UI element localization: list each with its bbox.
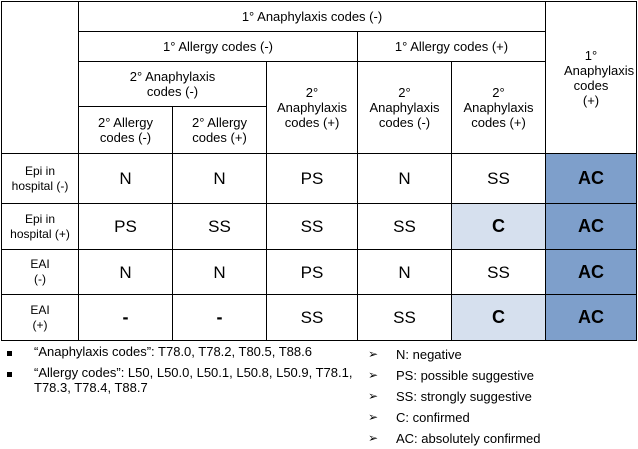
arrow-bullet-icon: ➢ [368,389,379,403]
table-cell: SS [173,204,267,250]
header-primary-allergy-neg: 1° Allergy codes (-) [79,32,358,62]
header-primary-anaphylaxis-pos: 1° Anaphylaxis codes (+) [546,2,637,154]
header-secondary-anaphylaxis-pos: 2° Anaphylaxis codes (+) [452,62,546,154]
table-cell: N [173,154,267,204]
row-label: EAI (+) [2,295,79,341]
code-definitions-legend [4,344,384,401]
header-secondary-anaphylaxis-pos: 2° Anaphylaxis codes (+) [267,62,358,154]
table-cell: PS [267,250,358,295]
header-secondary-anaphylaxis-neg: 2° Anaphylaxis codes (-) [79,62,267,107]
header-primary-allergy-pos: 1° Allergy codes (+) [358,32,546,62]
table-cell: N [79,154,173,204]
table-cell-absolutely-confirmed: AC [546,154,637,204]
header-primary-anaphylaxis-neg: 1° Anaphylaxis codes (-) [79,2,546,32]
legend-item [368,428,638,449]
legend-text: PS: possible suggestive [396,368,535,383]
legend-text: SS: strongly suggestive [396,389,532,404]
legend-item [368,407,638,428]
legend-item [368,386,638,407]
table-cell: SS [267,295,358,341]
square-bullet-icon [4,344,34,359]
abbreviation-legend [368,344,638,449]
arrow-bullet-icon: ➢ [368,431,379,445]
header-secondary-allergy-pos: 2° Allergy codes (+) [173,107,267,154]
table-cell: PS [267,154,358,204]
table-cell: SS [452,250,546,295]
arrow-bullet-icon: ➢ [368,368,379,382]
table-cell: SS [358,204,452,250]
allergy-codes-definition: “Allergy codes”: L50, L50.0, L50.1, L50.8, L50.9, T78.1, T78.3, T78.4, T88.7 [34,365,353,395]
anaphylaxis-codes-definition: “Anaphylaxis codes”: T78.0, T78.2, T80.5, T88.6 [34,344,312,359]
table-cell-confirmed: C [452,204,546,250]
header-secondary-allergy-neg: 2° Allergy codes (-) [79,107,173,154]
table-cell: - [79,295,173,341]
header-secondary-anaphylaxis-neg: 2° Anaphylaxis codes (-) [358,62,452,154]
table-cell: N [79,250,173,295]
table-cell-absolutely-confirmed: AC [546,250,637,295]
table-cell: SS [452,154,546,204]
classification-table [1,1,637,341]
legend-text: N: negative [396,347,462,362]
legend-text: C: confirmed [396,410,470,425]
legend-text: AC: absolutely confirmed [396,431,541,446]
table-cell: N [358,250,452,295]
table-cell-confirmed: C [452,295,546,341]
row-label: EAI (-) [2,250,79,295]
legend-item [4,365,364,395]
row-label: Epi in hospital (+) [2,204,79,250]
table-cell: - [173,295,267,341]
arrow-bullet-icon: ➢ [368,410,379,424]
legend-item [4,344,384,359]
table-cell: SS [358,295,452,341]
legend-item [368,344,638,365]
table-cell: N [358,154,452,204]
legend-item [368,365,638,386]
table-cell-absolutely-confirmed: AC [546,204,637,250]
table-cell: SS [267,204,358,250]
arrow-bullet-icon: ➢ [368,347,379,361]
table-cell: PS [79,204,173,250]
row-label: Epi in hospital (-) [2,154,79,204]
corner-cell [2,2,79,154]
table-cell-absolutely-confirmed: AC [546,295,637,341]
table-cell: N [173,250,267,295]
square-bullet-icon [4,365,34,380]
